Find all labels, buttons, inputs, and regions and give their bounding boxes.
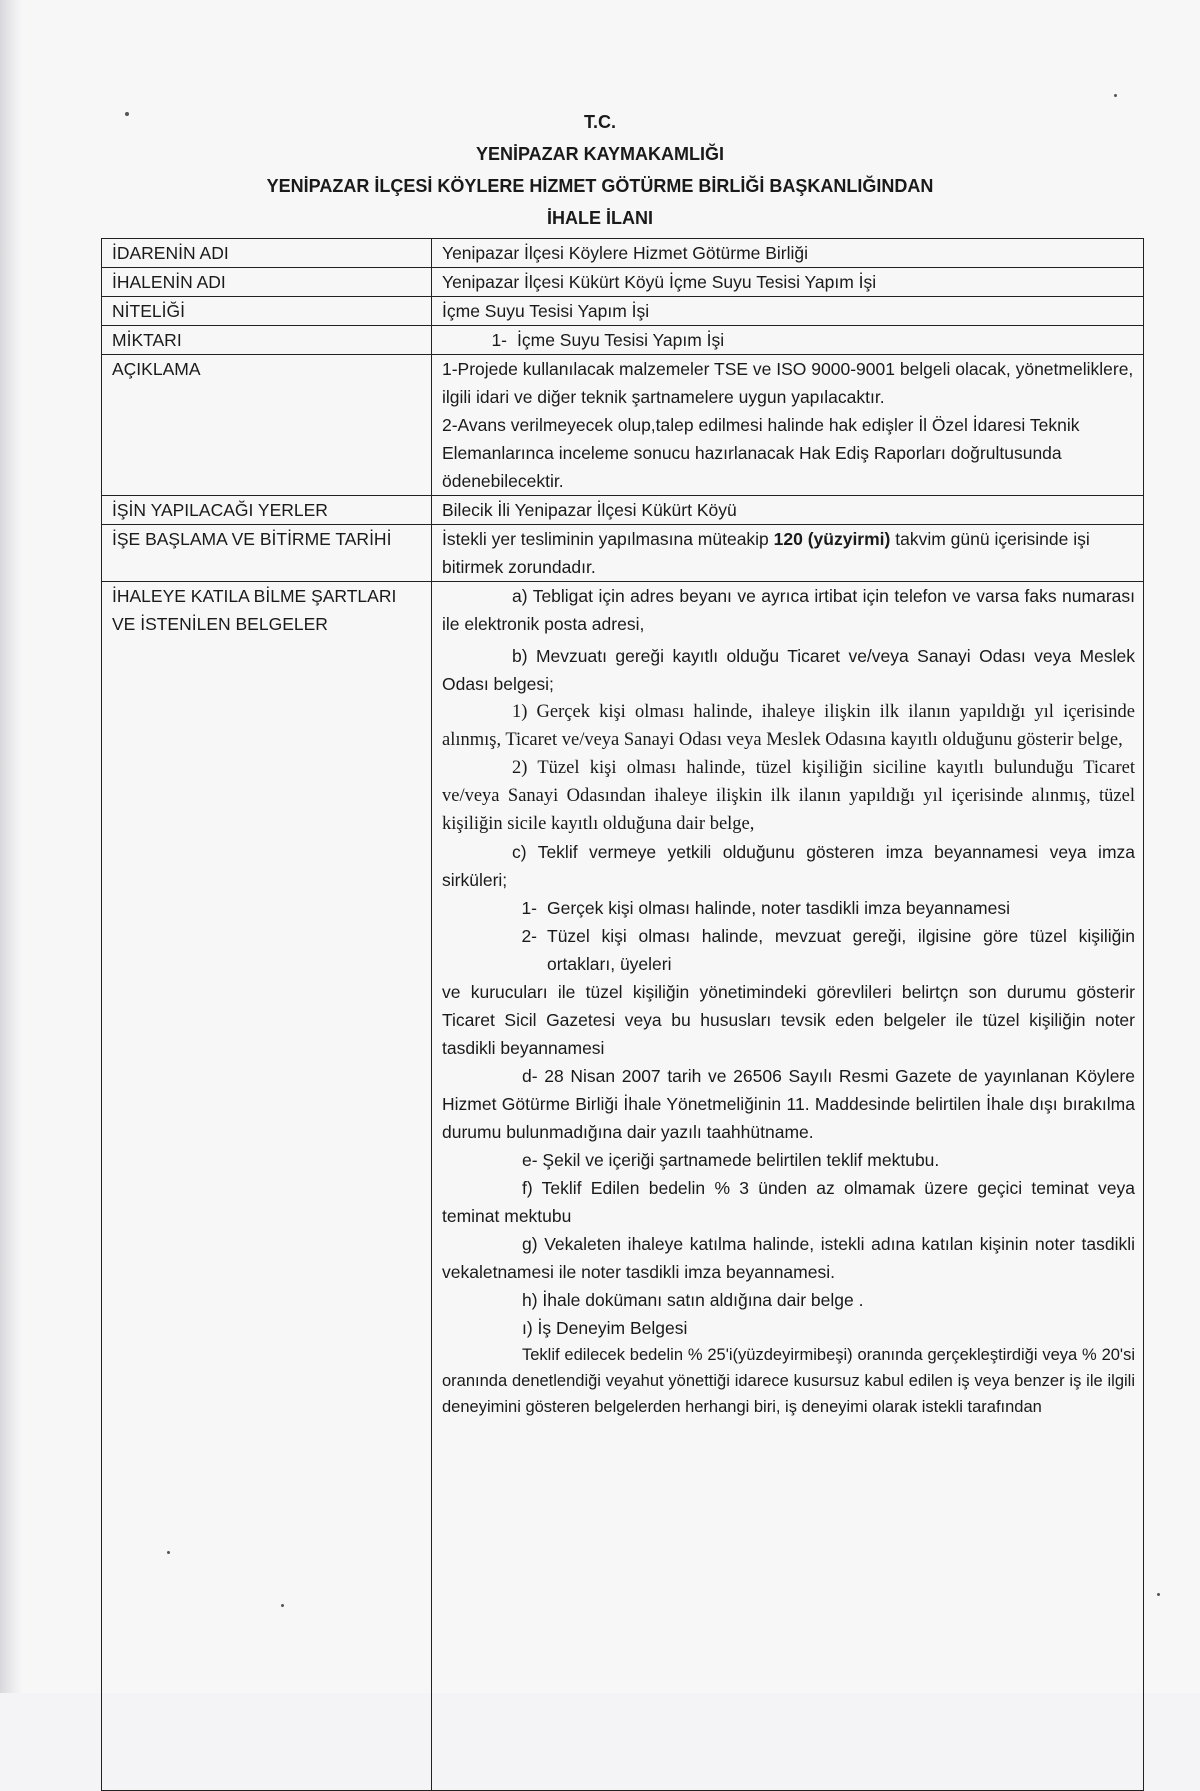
condition-c2 <box>442 922 1135 978</box>
tarih-text-start: İstekli yer tesliminin yapılmasına müteakip <box>442 529 774 549</box>
value-aciklama <box>432 355 1144 496</box>
scan-speck <box>1114 94 1117 97</box>
condition-i-text: Teklif edilecek bedelin % 25'i(yüzdeyirmibeşi) oranında gerçekleştirdiği veya % 20'si oranında denetlendiği veyahut yönettiği idarece kusursuz kabul edilen iş veya benzer iş ile ilgili deneyimini gösteren belgelerden herhangi biri, iş deneyimi olarak istekli tarafından <box>442 1346 1135 1416</box>
condition-d: d- 28 Nisan 2007 tarih ve 26506 Sayılı Resmi Gazete de yayınlanan Köylere Hizmet Götürme Birliği İhale Yönetmeliğinin 11. Maddesinde belirtilen İhale dışı bırakılma durumu bulunmadığına dair yazılı taahhütname. <box>442 1066 1135 1142</box>
tarih-text-end: takvim günü içerisinde işi bitirmek zorundadır. <box>442 529 1090 577</box>
value-ihale: Yenipazar İlçesi Kükürt Köyü İçme Suyu Tesisi Yapım İşi <box>432 268 1144 297</box>
document-title: İHALE İLANI <box>547 208 653 228</box>
value-tarih <box>432 525 1144 582</box>
value-sartlar <box>432 582 1144 1791</box>
miktar-text: İçme Suyu Tesisi Yapım İşi <box>517 330 725 350</box>
condition-h: h) İhale dokümanı satın aldığına dair belge . <box>522 1290 864 1310</box>
header-kaymakamlik: YENİPAZAR KAYMAKAMLIĞI <box>475 144 724 164</box>
scan-shadow-edge <box>0 0 22 1693</box>
condition-a: a) Tebligat için adres beyanı ve ayrıca irtibat için telefon ve varsa faks numarası ile elektronik posta adresi, <box>442 586 1135 634</box>
miktar-number: 1- <box>491 330 507 350</box>
label-idare: İDARENİN ADI <box>102 239 432 268</box>
label-nitelik: NİTELİĞİ <box>102 297 432 326</box>
tarih-duration: 120 (yüzyirmi) <box>773 529 891 549</box>
table-row <box>102 355 1144 496</box>
condition-c: c) Teklif vermeye yetkili olduğunu gösteren imza beyannamesi veya imza sirküleri; <box>442 842 1135 890</box>
value-idare: Yenipazar İlçesi Köylere Hizmet Götürme Birliği <box>432 239 1144 268</box>
label-ihale: İHALENİN ADI <box>102 268 432 297</box>
c1-text: Gerçek kişi olması halinde, noter tasdikli imza beyannamesi <box>547 898 1010 918</box>
condition-b: b) Mevzuatı gereği kayıtlı olduğu Ticaret ve/veya Sanayi Odası veya Meslek Odası belgesi; <box>442 646 1135 694</box>
condition-c1 <box>442 894 1135 922</box>
label-yer: İŞİN YAPILACAĞI YERLER <box>102 496 432 525</box>
condition-b2: 2) Tüzel kişi olması halinde, tüzel kişiliğin siciline kayıtlı bulunduğu Ticaret ve/veya Sanayi Odasından ihaleye ilişkin ilk ilanın yapıldığı yıl içerisinde alınmış, tüzel kişiliğin sicile kayıtlı olduğuna dair belge, <box>442 758 1135 834</box>
table-row <box>102 297 1144 326</box>
table-row <box>102 496 1144 525</box>
value-miktar <box>432 326 1144 355</box>
table-row <box>102 582 1144 1791</box>
aciklama-item-2: 2-Avans verilmeyecek olup,talep edilmesi halinde hak edişler İl Özel İdaresi Teknik Elemanlarınca inceleme sonucu hazırlanacak Hak Ediş Raporları doğrultusunda ödenebilecektir. <box>442 415 1080 491</box>
c1-number: 1- <box>521 898 537 918</box>
header-birlik: YENİPAZAR İLÇESİ KÖYLERE HİZMET GÖTÜRME BİRLİĞİ BAŞKANLIĞINDAN <box>266 176 934 196</box>
label-miktar: MİKTARI <box>102 326 432 355</box>
label-sartlar: İHALEYE KATILA BİLME ŞARTLARI VE İSTENİLEN BELGELER <box>102 582 432 1791</box>
table-row <box>102 268 1144 297</box>
header-tc: T.C. <box>583 112 616 132</box>
aciklama-item-1: 1-Projede kullanılacak malzemeler TSE ve ISO 9000-9001 belgeli olacak, yönetmeliklere, ilgili idari ve diğer teknik şartnamelere uygun yapılacaktır. <box>442 359 1134 407</box>
condition-g: g) Vekaleten ihaleye katılma halinde, istekli adına katılan kişinin noter tasdikli vekaletnamesi ile noter tasdikli imza beyannamesi. <box>442 1234 1135 1282</box>
value-nitelik: İçme Suyu Tesisi Yapım İşi <box>432 297 1144 326</box>
c2-text: Tüzel kişi olması halinde, mevzuat gereği, ilgisine göre tüzel kişiliğin ortakları, üyeleri <box>547 926 1135 974</box>
table-row <box>102 239 1144 268</box>
condition-c2-continued: ve kurucuları ile tüzel kişiliğin yönetimindeki görevlileri belirtçn son durumu gösterir Ticaret Sicil Gazetesi veya bu hususları tevsik eden belgeler ile tüzel kişiliğin noter tasdikli beyannamesi <box>442 982 1135 1058</box>
table-row <box>102 525 1144 582</box>
value-yer: Bilecik İli Yenipazar İlçesi Kükürt Köyü <box>432 496 1144 525</box>
condition-f: f) Teklif Edilen bedelin % 3 ünden az olmamak üzere geçici teminat veya teminat mektubu <box>442 1178 1135 1226</box>
scan-speck <box>1157 1593 1160 1596</box>
condition-e: e- Şekil ve içeriği şartnamede belirtilen teklif mektubu. <box>522 1150 940 1170</box>
c2-number: 2- <box>521 926 537 946</box>
label-aciklama: AÇIKLAMA <box>102 355 432 496</box>
label-tarih: İŞE BAŞLAMA VE BİTİRME TARİHİ <box>102 525 432 582</box>
table-row <box>102 326 1144 355</box>
condition-i: ı) İş Deneyim Belgesi <box>522 1318 688 1338</box>
ihale-table <box>101 238 1144 1791</box>
condition-b1: 1) Gerçek kişi olması halinde, ihaleye ilişkin ilk ilanın yapıldığı yıl içerisinde alınmış, Ticaret ve/veya Sanayi Odası veya Meslek Odasına kayıtlı olduğunu gösterir belge, <box>442 702 1135 750</box>
